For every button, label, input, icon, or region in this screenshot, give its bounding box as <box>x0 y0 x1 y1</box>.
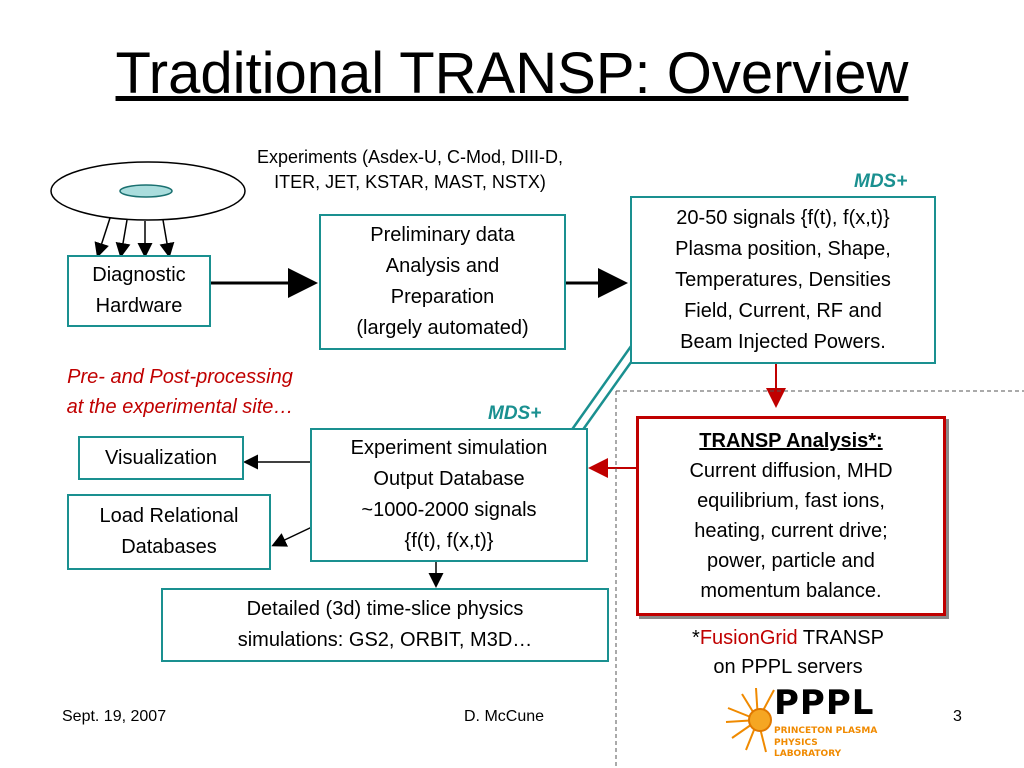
fusiongrid-note: *FusionGrid TRANSP on PPPL servers <box>692 627 884 678</box>
transp-analysis-box: TRANSP Analysis*: Current diffusion, MHD equilibrium, fast ions, heating, current drive; power, particle and momentum balance. <box>636 416 946 616</box>
footer-author: D. McCune <box>464 708 545 725</box>
plasma-core-icon <box>120 185 172 197</box>
signals-box: 20-50 signals {f(t), f(x,t)} Plasma position, Shape, Temperatures, Densities Field, Current, RF and Beam Injected Powers. <box>630 196 936 364</box>
detailed-simulations-box: Detailed (3d) time-slice physics simulations: GS2, ORBIT, M3D… <box>161 588 609 662</box>
preliminary-analysis-box: Preliminary data Analysis and Preparation (largely automated) <box>319 214 566 350</box>
footer-date: Sept. 19, 2007 <box>62 708 167 725</box>
experiment-simulation-box: Experiment simulation Output Database ~1000-2000 signals {f(t), f(x,t)} <box>310 428 588 562</box>
pre-post-processing-note: Pre- and Post-processing at the experimental site… <box>66 366 294 418</box>
diagnostic-hardware-box: Diagnostic Hardware <box>67 255 211 327</box>
visualization-box: Visualization <box>78 436 244 480</box>
load-relational-databases-box: Load Relational Databases <box>67 494 271 570</box>
mds-mid-label: MDS+ <box>488 403 542 424</box>
slide-title: Traditional TRANSP: Overview <box>115 41 909 106</box>
mds-top-label: MDS+ <box>854 171 908 192</box>
experiments-caption: Experiments (Asdex-U, C-Mod, DIII-D, ITER, JET, KSTAR, MAST, NSTX) <box>256 147 564 192</box>
footer-page-number: 3 <box>953 708 962 725</box>
pppl-logo: PPPL PRINCETON PLASMA PHYSICS LABORATORY <box>722 684 882 756</box>
